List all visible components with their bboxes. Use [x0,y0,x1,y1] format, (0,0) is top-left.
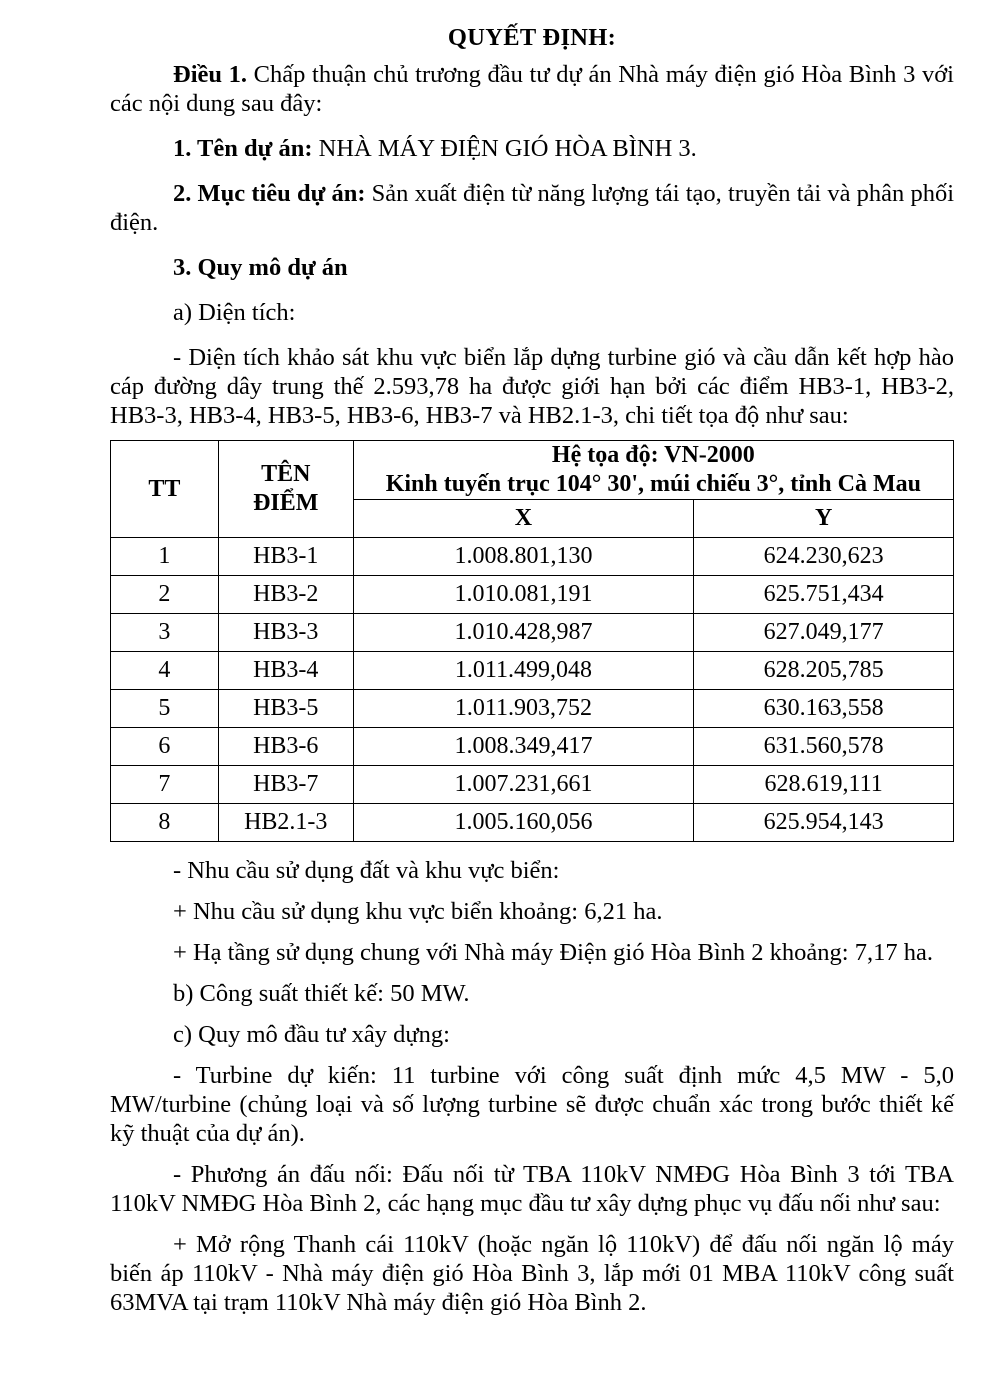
cell-y: 624.230,623 [694,538,954,576]
coordinate-system-line2: Kinh tuyến trục 104° 30', múi chiếu 3°, tỉnh Cà Mau [385,471,921,497]
cell-point-name: HB3-4 [218,652,353,690]
project-name-text: NHÀ MÁY ĐIỆN GIÓ HÒA BÌNH 3. [312,135,697,162]
cell-x: 1.007.231,661 [353,766,694,804]
cell-tt: 6 [111,728,219,766]
project-scale-heading [110,253,954,282]
coordinate-system-line1: Hệ tọa độ: VN-2000 [551,442,755,468]
project-name [110,134,954,163]
connection-plan: - Phương án đấu nối: Đấu nối từ TBA 110kV NMĐG Hòa Bình 3 tới TBA 110kV NMĐG Hòa Bình 2, các hạng mục đầu tư xây dựng phục vụ đấu nối như sau: [110,1161,954,1217]
design-capacity: b) Công suất thiết kế: 50 MW. [173,980,470,1007]
cell-y: 628.205,785 [694,652,954,690]
article-1-label: Điều 1. [173,61,248,88]
shared-infrastructure: + Hạ tầng sử dụng chung với Nhà máy Điện gió Hòa Bình 2 khoảng: 7,17 ha. [173,939,933,966]
cell-y: 625.751,434 [694,576,954,614]
cell-x: 1.010.428,987 [353,614,694,652]
area-heading: a) Diện tích: [173,299,296,326]
document-page [110,18,954,1317]
cell-point-name: HB3-7 [218,766,353,804]
table-row [111,576,954,614]
land-use-heading: - Nhu cầu sử dụng đất và khu vực biển: [173,857,560,884]
project-objective-text: Sản xuất điện từ năng lượng tái tạo, truyền tải và phân phối điện. [110,180,955,236]
cell-point-name: HB3-6 [218,728,353,766]
cell-x: 1.010.081,191 [353,576,694,614]
cell-x: 1.008.801,130 [353,538,694,576]
cell-y: 630.163,558 [694,690,954,728]
cell-tt: 2 [111,576,219,614]
cell-point-name: HB3-3 [218,614,353,652]
header-x: X [353,500,694,538]
cell-y: 627.049,177 [694,614,954,652]
project-scale-label: 3. Quy mô dự án [173,254,348,281]
cell-tt: 3 [111,614,219,652]
table-row [111,538,954,576]
table-row [111,804,954,842]
construction-scale-heading: c) Quy mô đầu tư xây dựng: [173,1021,450,1048]
header-tt: TT [111,441,219,538]
table-row [111,690,954,728]
busbar-expansion: + Mở rộng Thanh cái 110kV (hoặc ngăn lộ 110kV) để đấu nối ngăn lộ máy biến áp 110kV - Nhà máy điện gió Hòa Bình 3, lắp mới 01 MBA 110kV công suất 63MVA tại trạm 110kV Nhà máy điện gió Hòa Bình 2. [110,1231,954,1316]
decision-title: QUYẾT ĐỊNH: [447,24,617,51]
cell-point-name: HB3-2 [218,576,353,614]
header-point-name-line2: ĐIỂM [253,490,319,516]
cell-tt: 4 [111,652,219,690]
area-description: - Diện tích khảo sát khu vực biển lắp dựng turbine gió và cầu dẫn kết hợp hào cáp đường dây trung thế 2.593,78 ha được giới hạn bởi các điểm HB3-1, HB3-2, HB3-3, HB3-4, HB3-5, HB3-6, HB3-7 và HB2.1-3, chi tiết tọa độ như sau: [110,344,954,429]
cell-y: 631.560,578 [694,728,954,766]
cell-x: 1.011.903,752 [353,690,694,728]
table-row [111,728,954,766]
table-row [111,766,954,804]
table-row [111,614,954,652]
cell-y: 628.619,111 [694,766,954,804]
cell-x: 1.011.499,048 [353,652,694,690]
header-point-name-line1: TÊN [261,461,311,487]
cell-point-name: HB3-5 [218,690,353,728]
cell-x: 1.008.349,417 [353,728,694,766]
turbine-plan: - Turbine dự kiến: 11 turbine với công suất định mức 4,5 MW - 5,0 MW/turbine (chủng loại và số lượng turbine sẽ được chuẩn xác trong bước thiết kế kỹ thuật của dự án). [110,1062,954,1147]
article-1 [110,60,954,118]
project-name-label: 1. Tên dự án: [173,135,313,162]
project-objective-label: 2. Mục tiêu dự án: [173,180,366,207]
cell-tt: 5 [111,690,219,728]
header-point-name [218,441,353,538]
cell-tt: 1 [111,538,219,576]
table-row [111,652,954,690]
article-1-text: Chấp thuận chủ trương đầu tư dự án Nhà máy điện gió Hòa Bình 3 với các nội dung sau đây: [110,61,954,117]
cell-tt: 8 [111,804,219,842]
coordinate-table [110,440,954,842]
header-coordinate-system [353,441,953,500]
cell-point-name: HB3-1 [218,538,353,576]
cell-y: 625.954,143 [694,804,954,842]
sea-area-need: + Nhu cầu sử dụng khu vực biển khoảng: 6,21 ha. [173,898,663,925]
cell-point-name: HB2.1-3 [218,804,353,842]
header-y: Y [694,500,954,538]
cell-x: 1.005.160,056 [353,804,694,842]
cell-tt: 7 [111,766,219,804]
project-objective [110,179,954,237]
